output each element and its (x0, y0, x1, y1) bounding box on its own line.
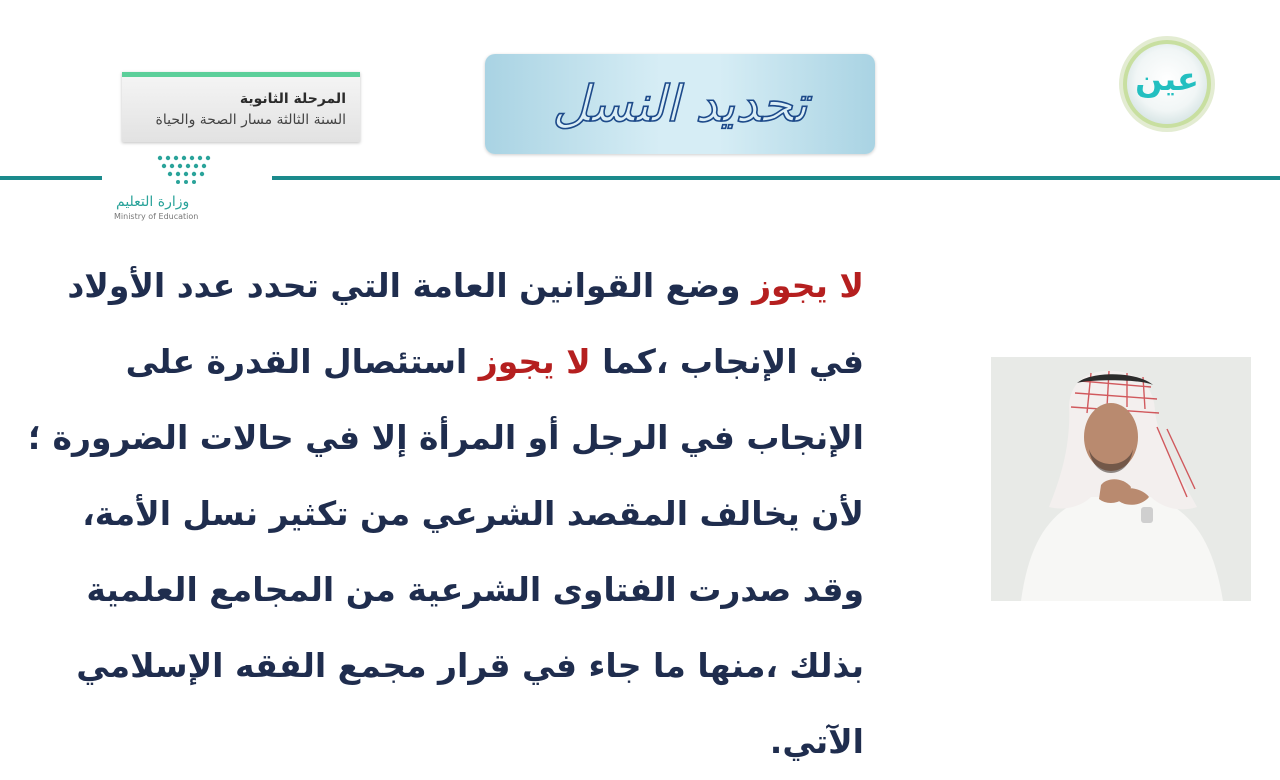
emphasis-not-permitted-2: لا يجوز (478, 342, 591, 381)
lesson-title-box (485, 54, 875, 154)
header-divider-left (0, 176, 102, 180)
stage-title: المرحلة الثانوية (239, 91, 346, 107)
paragraph-part-2: استئصال القدرة على الإنجاب في الرجل أو المرأة إلا في حالات الضرورة ؛ لأن يخالف المقصد الشرعي من تكثير نسل الأمة، وقد صدرت الفتاوى الشرعية من المجامع العلمية بذلك ،منها ما جاء في قرار مجمع الفقه الإسلامي الآتي. (27, 342, 864, 761)
paragraph-part-1: وضع القوانين العامة التي تحدد عدد الأولاد في الإنجاب ،كما (67, 266, 864, 381)
lesson-title: تحديد النسل (552, 75, 808, 133)
stage-subtitle: السنة الثالثة مسار الصحة والحياة (155, 112, 346, 128)
ein-brand-name: عين (1135, 60, 1199, 98)
emphasis-not-permitted-1: لا يجوز (752, 266, 864, 305)
lesson-paragraph (20, 248, 864, 780)
ministry-name-arabic: وزارة التعليم (116, 194, 190, 210)
header-divider-right (272, 176, 1280, 180)
sign-language-interpreter-figure (991, 357, 1251, 601)
ministry-name-english: Ministry of Education (114, 212, 199, 221)
stage-card (122, 72, 360, 142)
sign-language-video (991, 357, 1251, 601)
